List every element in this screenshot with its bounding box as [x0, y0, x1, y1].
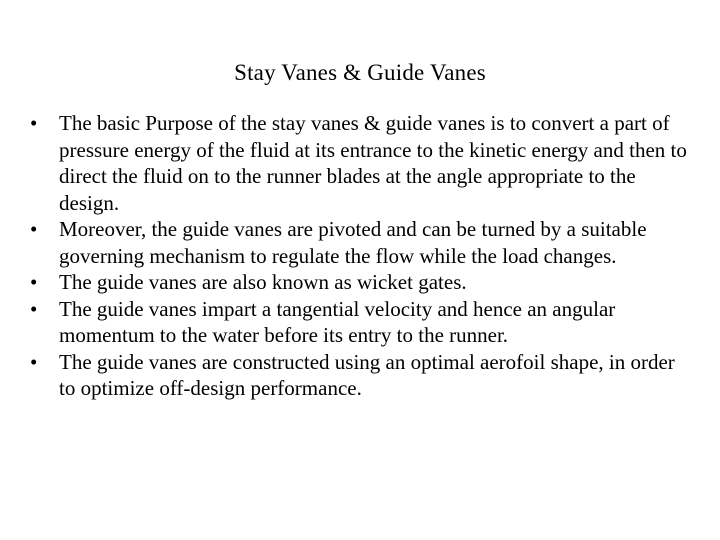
bullet-icon: •	[30, 111, 38, 135]
bullet-list	[30, 110, 690, 402]
bullet-item	[30, 110, 690, 216]
bullet-icon: •	[30, 296, 38, 321]
bullet-item	[30, 216, 690, 269]
bullet-text: The guide vanes are constructed using an optimal aerofoil shape, in order to optimize off-design performance.	[59, 349, 675, 400]
bullet-icon: •	[30, 349, 38, 374]
slide-title: Stay Vanes & Guide Vanes	[234, 60, 486, 85]
bullet-text: The guide vanes are also known as wicket gates.	[59, 270, 467, 294]
bullet-icon: •	[30, 270, 38, 294]
bullet-item	[30, 296, 690, 349]
bullet-text: The guide vanes impart a tangential velocity and hence an angular momentum to the water before its entry to the runner.	[59, 296, 616, 347]
bullet-item	[30, 269, 690, 296]
bullet-text: The basic Purpose of the stay vanes & guide vanes is to convert a part of pressure energy of the fluid at its entrance to the kinetic energy and then to direct the fluid on to the runner blades at the angle appropriate to the design.	[59, 111, 687, 215]
bullet-text: Moreover, the guide vanes are pivoted and can be turned by a suitable governing mechanism to regulate the flow while the load changes.	[59, 217, 647, 268]
bullet-item	[30, 349, 690, 402]
bullet-icon: •	[30, 217, 38, 241]
